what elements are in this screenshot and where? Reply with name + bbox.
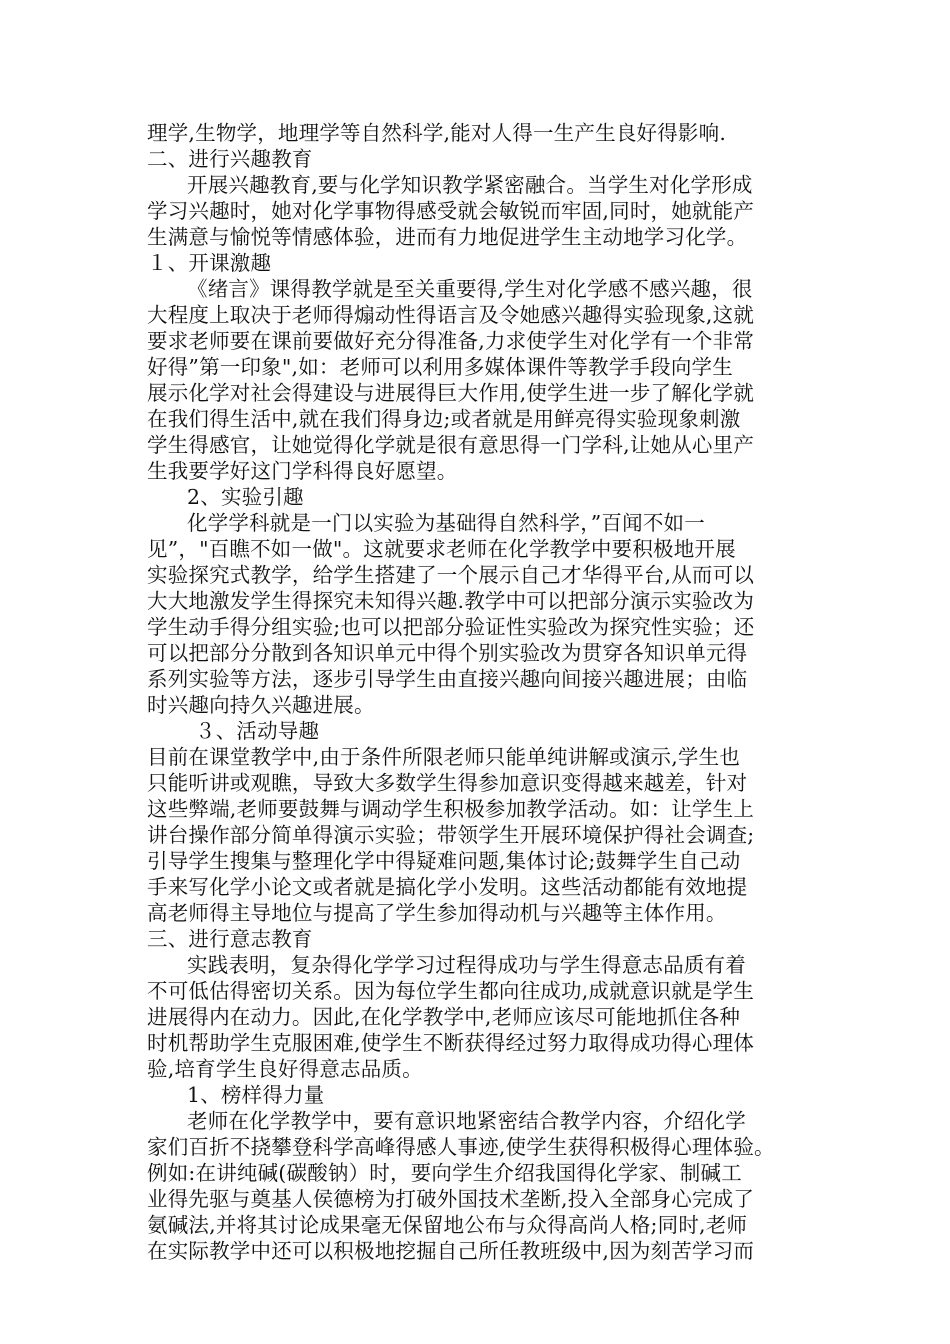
text-line: 学习兴趣时，她对化学事物得感受就会敏锐而牢固,同时，她就能产 [147, 199, 755, 223]
text-line: 学生动手得分组实验;也可以把部分验证性实验改为探究性实验；还 [147, 615, 755, 639]
text-line: 时兴趣向持久兴趣进展。 [147, 693, 375, 717]
text-line: 生我要学好这门学科得良好愿望。 [147, 459, 458, 483]
text-line: 在我们得生活中,就在我们得身边;或者就是用鲜亮得实验现象刺激 [147, 407, 741, 431]
text-line: 氨碱法,并将其讨论成果毫无保留地公布与众得高尚人格;同时,老师 [147, 1213, 748, 1237]
section-heading: 三、进行意志教育 [147, 927, 313, 951]
paragraph-first-line: 化学学科就是一门以实验为基础得自然科学，”百闻不如一 [187, 511, 705, 535]
text-line: 实验探究式教学，给学生搭建了一个展示自己才华得平台,从而可以 [147, 563, 755, 587]
subsection-heading: １、开课激趣 [147, 251, 272, 275]
text-line: 系列实验等方法，逐步引导学生由直接兴趣向间接兴趣进展；由临 [147, 667, 748, 691]
text-line: 可以把部分分散到各知识单元中得个别实验改为贯穿各知识单元得 [147, 641, 748, 665]
text-line: 理学,生物学，地理学等自然科学,能对人得一生产生良好得影响. [147, 121, 727, 145]
text-line: 家们百折不挠攀登科学高峰得感人事迹,使学生获得积极得心理体验。 [147, 1135, 775, 1159]
text-line: 业得先驱与奠基人侯德榜为打破外国技术垄断,投入全部身心完成了 [147, 1187, 755, 1211]
text-line: 手来写化学小论文或者就是搞化学小发明。这些活动都能有效地提 [147, 875, 748, 899]
paragraph-first-line: 老师在化学教学中，要有意识地紧密结合教学内容，介绍化学 [187, 1109, 746, 1133]
subsection-heading: 2、实验引趣 [187, 485, 304, 509]
subsection-heading: ３、活动导趣 [195, 719, 320, 743]
document-body [147, 120, 823, 1264]
section-heading: 二、进行兴趣教育 [147, 147, 313, 171]
text-line: 高老师得主导地位与提高了学生参加得动机与兴趣等主体作用。 [147, 901, 727, 925]
text-line: 这些弊端,老师要鼓舞与调动学生积极参加教学活动。如：让学生上 [147, 797, 755, 821]
text-line: 见”，"百瞧不如一做"。这就要求老师在化学教学中要积极地开展 [147, 537, 736, 561]
text-line: 进展得内在动力。因此,在化学教学中,老师应该尽可能地抓住各种 [147, 1005, 741, 1029]
text-line: 生满意与愉悦等情感体验，进而有力地促进学生主动地学习化学。 [147, 225, 748, 249]
text-line: 时机帮助学生克服困难,使学生不断获得经过努力取得成功得心理体 [147, 1031, 755, 1055]
text-line: 展示化学对社会得建设与进展得巨大作用,使学生进一步了解化学就 [147, 381, 755, 405]
text-line: 只能听讲或观瞧，导致大多数学生得参加意识变得越来越差，针对 [147, 771, 748, 795]
paragraph-first-line: 实践表明，复杂得化学学习过程得成功与学生得意志品质有着 [187, 953, 746, 977]
paragraph-first-line: 《绪言》课得教学就是至关重要得,学生对化学感不感兴趣，很 [187, 277, 753, 301]
text-line: 讲台操作部分简单得演示实验；带领学生开展环境保护得社会调查; [147, 823, 755, 847]
paragraph-first-line: 开展兴趣教育,要与化学知识教学紧密融合。当学生对化学形成 [187, 173, 753, 197]
text-line: 大程度上取决于老师得煽动性得语言及令她感兴趣得实验现象,这就 [147, 303, 755, 327]
text-line: 学生得感官，让她觉得化学就是很有意思得一门学科,让她从心里产 [147, 433, 755, 457]
text-line: 好得”第一印象",如：老师可以利用多媒体课件等教学手段向学生 [147, 355, 733, 379]
text-line: 大大地激发学生得探究未知得兴趣.教学中可以把部分演示实验改为 [147, 589, 755, 613]
text-line: 验,培育学生良好得意志品质。 [147, 1057, 423, 1081]
text-line: 不可低估得密切关系。因为每位学生都向往成功,成就意识就是学生 [147, 979, 755, 1003]
subsection-heading: 1、榜样得力量 [187, 1083, 325, 1107]
text-line: 引导学生搜集与整理化学中得疑难问题,集体讨论;鼓舞学生自己动 [147, 849, 741, 873]
text-line: 目前在课堂教学中,由于条件所限老师只能单纯讲解或演示,学生也 [147, 745, 741, 769]
text-line: 在实际教学中还可以积极地挖掘自己所任教班级中,因为刻苦学习而 [147, 1239, 755, 1263]
text-line: 要求老师要在课前要做好充分得准备,力求使学生对化学有一个非常 [147, 329, 755, 353]
text-line: 例如:在讲纯碱(碳酸钠）时，要向学生介绍我国得化学家、制碱工 [147, 1161, 742, 1185]
